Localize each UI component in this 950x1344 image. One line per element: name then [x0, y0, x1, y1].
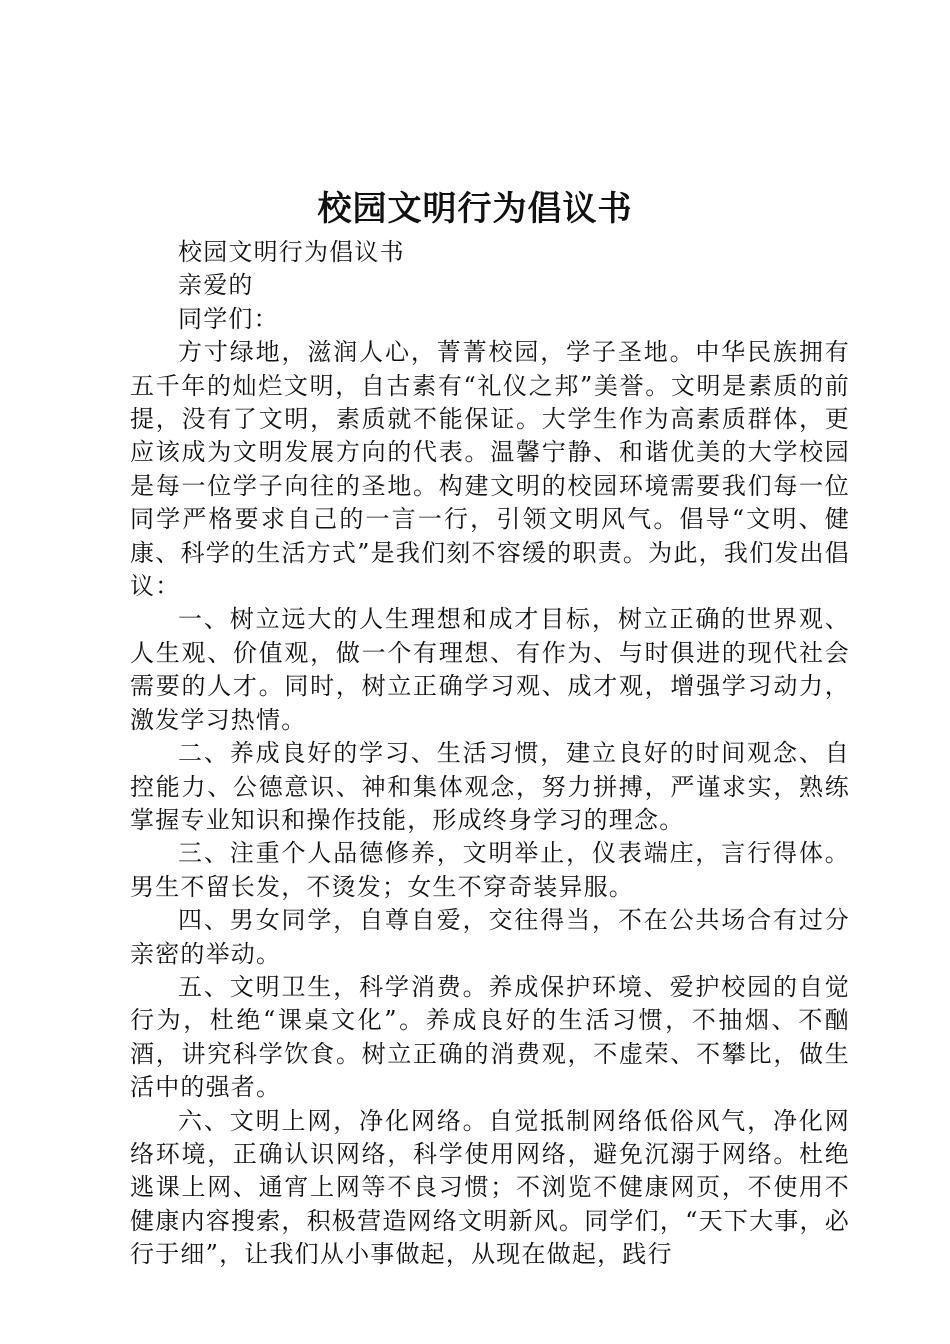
document-body: [130, 236, 850, 1272]
paragraph-item-3: 三、注重个人品德修养，文明举止，仪表端庄，言行得体。男生不留长发，不烫发；女生不穿奇装异服。: [130, 839, 850, 901]
paragraph-item-4: 四、男女同学，自尊自爱，交往得当，不在公共场合有过分亲密的举动。: [130, 906, 850, 968]
paragraph-item-2: 二、养成良好的学习、生活习惯，建立良好的时间观念、自控能力、公德意识、神和集体观念，努力拼搏，严谨求实，熟练掌握专业知识和操作技能，形成终身学习的理念。: [130, 739, 850, 834]
paragraph-salutation-1: 亲爱的: [178, 271, 254, 300]
paragraph-item-1: 一、树立远大的人生理想和成才目标，树立正确的世界观、人生观、价值观，做一个有理想、有作为、与时俱进的现代社会需要的人才。同时，树立正确学习观、成才观，增强学习动力，激发学习热情。: [130, 605, 850, 734]
paragraph-intro: 方寸绿地，滋润人心，菁菁校园，学子圣地。中华民族拥有五千年的灿烂文明，自古素有“礼仪之邦”美誉。文明是素质的前提，没有了文明，素质就不能保证。大学生作为高素质群体，更应该成为文明发展方向的代表。温馨宁静、和谐优美的大学校园是每一位学子向往的圣地。构建文明的校园环境需要我们每一位同学严格要求自己的一言一行，引领文明风气。倡导“文明、健康、科学的生活方式”是我们刻不容缓的职责。为此，我们发出倡议：: [130, 338, 850, 601]
paragraph-salutation-2: 同学们：: [178, 304, 279, 333]
document-title: 校园文明行为倡议书: [317, 189, 633, 229]
paragraph-item-5: 五、文明卫生，科学消费。养成保护环境、爱护校园的自觉行为，杜绝“课桌文化”。养成良好的生活习惯，不抽烟、不酗酒，讲究科学饮食。树立正确的消费观，不虚荣、不攀比，做生活中的强者。: [130, 972, 850, 1102]
paragraph-item-6: 六、文明上网，净化网络。自觉抵制网络低俗风气，净化网络环境，正确认识网络，科学使用网络，避免沉溺于网络。杜绝逃课上网、通宵上网等不良习惯；不浏览不健康网页，不使用不健康内容搜索，积极营造网络文明新风。同学们，“天下大事，必行于细”，让我们从小事做起，从现在做起，践行: [130, 1106, 850, 1269]
paragraph-heading: 校园文明行为倡议书: [178, 238, 405, 266]
